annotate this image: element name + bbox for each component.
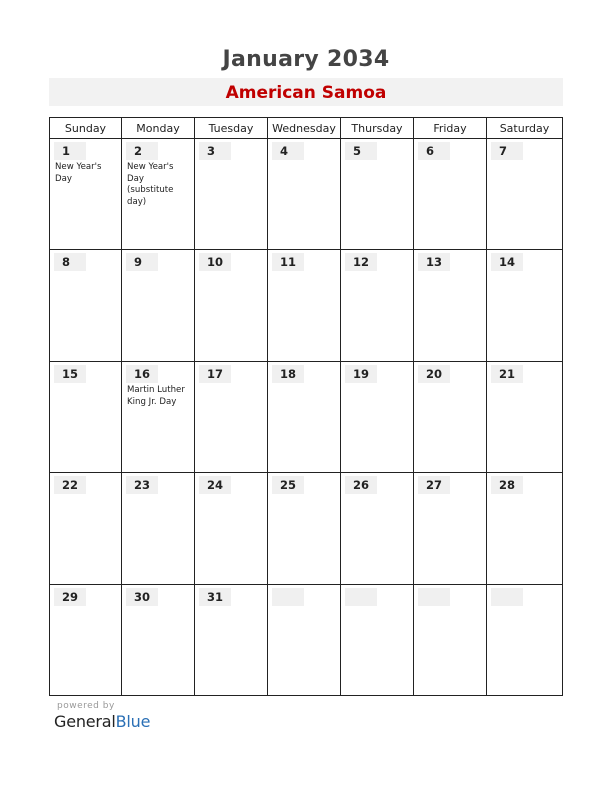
day-number: 16 [126,365,158,383]
holiday-label: New Year's Day (substitute day) [127,162,174,207]
day-number: 22 [54,476,86,494]
day-cell [268,362,341,473]
day-number: 3 [199,142,231,160]
day-number: 25 [272,476,304,494]
logo-blue-text: Blue [115,712,151,731]
day-number: 11 [272,253,304,271]
powered-by-label: powered by [57,701,115,711]
day-number: 18 [272,365,304,383]
day-cell [195,585,268,695]
day-cell [414,139,487,250]
day-cell [122,362,195,473]
day-cell [122,139,195,250]
day-number: 10 [199,253,231,271]
holiday-label: Martin Luther King Jr. Day [127,385,185,407]
day-cell [341,139,414,250]
day-number: 31 [199,588,231,606]
weekday-header-friday: Friday [414,118,487,138]
day-cell [195,139,268,250]
day-number: 4 [272,142,304,160]
weekday-header-tuesday: Tuesday [195,118,268,138]
day-cell [487,250,562,362]
day-number: 20 [418,365,450,383]
generalblue-logo[interactable] [54,712,150,731]
weekday-header-saturday: Saturday [499,122,550,135]
day-number [418,588,450,606]
day-cell [414,585,487,695]
day-number: 1 [54,142,86,160]
day-number: 30 [126,588,158,606]
weekday-header-thursday: Thursday [341,118,414,138]
day-cell [487,473,562,585]
day-cell [50,585,122,695]
day-number: 8 [54,253,86,271]
weekday-header-sunday: Sunday [50,118,122,138]
day-number: 19 [345,365,377,383]
day-number: 27 [418,476,450,494]
day-cell [122,250,195,362]
day-number: 15 [54,365,86,383]
day-cell [195,250,268,362]
day-cell [414,362,487,473]
day-number: 7 [491,142,523,160]
day-cell [268,585,341,695]
day-cell [341,250,414,362]
day-number: 2 [126,142,158,160]
day-cell [50,139,122,250]
day-cell [268,473,341,585]
day-number: 6 [418,142,450,160]
day-number [491,588,523,606]
holiday-label: New Year's Day [55,162,102,184]
day-cell [268,139,341,250]
day-cell [122,473,195,585]
day-number: 9 [126,253,158,271]
day-number: 21 [491,365,523,383]
calendar-grid [49,117,563,696]
region-name: American Samoa [225,83,387,103]
day-number: 17 [199,365,231,383]
day-cell [341,473,414,585]
day-cell [50,250,122,362]
day-cell [50,362,122,473]
day-cell [487,585,562,695]
region-banner [49,78,563,106]
day-cell [122,585,195,695]
day-number: 5 [345,142,377,160]
day-number [345,588,377,606]
day-number: 26 [345,476,377,494]
weekday-header-row [50,118,562,139]
day-cell [50,473,122,585]
day-cell [414,250,487,362]
day-cell [341,362,414,473]
day-cell [487,139,562,250]
day-cell [195,362,268,473]
day-cell [414,473,487,585]
weekday-header-wednesday: Wednesday [268,118,341,138]
day-number: 13 [418,253,450,271]
day-number: 24 [199,476,231,494]
day-number: 28 [491,476,523,494]
day-number: 23 [126,476,158,494]
day-number: 29 [54,588,86,606]
logo-general-text: General [54,712,116,731]
day-number: 12 [345,253,377,271]
calendar-title: January 2034 [222,47,390,72]
day-number [272,588,304,606]
day-number: 14 [491,253,523,271]
day-cell [268,250,341,362]
day-cell [487,362,562,473]
day-cell [341,585,414,695]
weekday-header-monday: Monday [122,118,195,138]
day-cell [195,473,268,585]
